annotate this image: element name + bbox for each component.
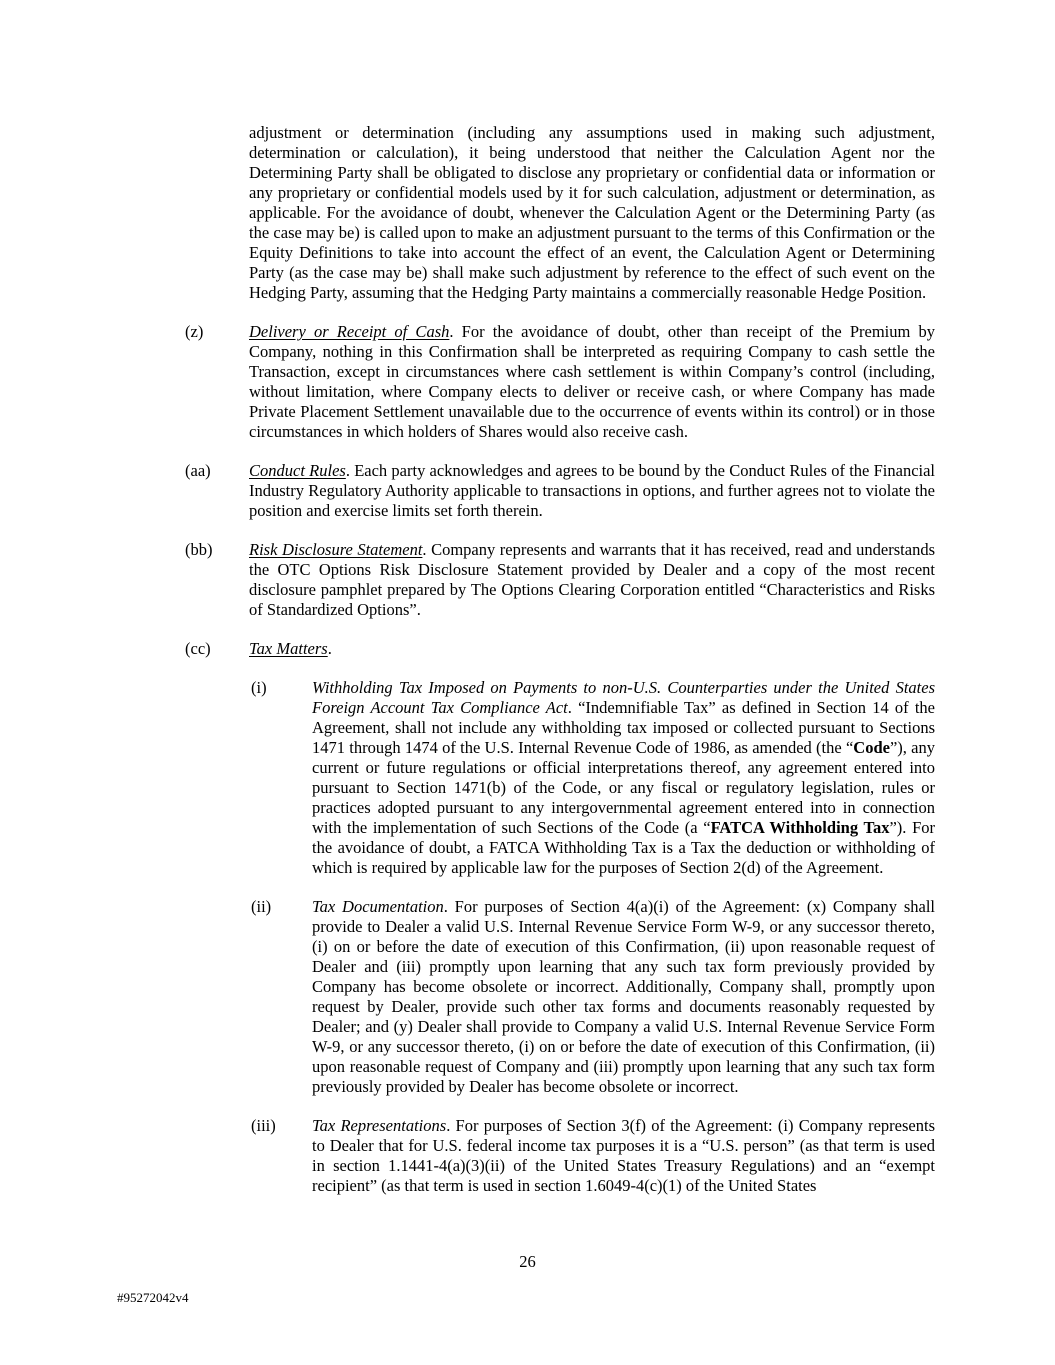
paragraph-label: (z)	[185, 322, 204, 341]
text-run: . Company represents and warrants that it has received, read and understands the OTC Options Risk Disclosure Statement provided by Dealer and a copy of the most recent disclosure pamphlet prepared by The Options Clearing Corporation entitled “Characteristics and Risks of Standardized Options”.	[249, 540, 935, 619]
paragraph-i	[251, 678, 935, 878]
paragraph-body	[249, 123, 935, 303]
text-run: . For purposes of Section 3(f) of the Agreement: (i) Company represents to Dealer that for U.S. federal income tax purposes it is a “U.S. person” (as that term is used in section 1.1441-4(a)(3)(ii) of the United States Treasury Regulations) and an “exempt recipient” (as that term is used in section 1.6049-4(c)(1) of the United States	[312, 1116, 935, 1195]
paragraph-label: (ii)	[251, 897, 272, 916]
document-id-footer: #95272042v4	[117, 1290, 189, 1305]
paragraph-body	[249, 461, 935, 521]
paragraph-iii	[251, 1116, 935, 1196]
text-run: ”). For the avoidance of doubt, a FATCA Withholding Tax is a Tax the deduction or withholding of which is required by applicable law for the purposes of Section 2(d) of the Agreement.	[312, 818, 935, 877]
paragraph-label: (iii)	[251, 1116, 276, 1135]
paragraph-label: (cc)	[185, 639, 211, 658]
paragraph-body	[312, 1116, 935, 1196]
text-run: Conduct Rules	[249, 461, 346, 480]
text-run: . “Indemnifiable Tax” as defined in Section 14 of the Agreement, shall not include any withholding tax imposed or collected pursuant to Sections 1471 through 1474 of the U.S. Internal Revenue Code of 1986, as amended (the “	[312, 698, 935, 757]
text-run: .	[327, 639, 332, 658]
paragraph-body	[249, 322, 935, 442]
text-run: . Each party acknowledges and agrees to be bound by the Conduct Rules of the Financial Industry Regulatory Authority applicable to transactions in options, and further agrees not to violate the position and exercise limits set forth therein.	[249, 461, 936, 520]
paragraph-z	[185, 322, 935, 442]
text-run: Withholding Tax Imposed on Payments to non-U.S. Counterparties under the United States Foreign Account Tax Compliance Act	[312, 678, 935, 717]
paragraph-body	[249, 540, 935, 620]
text-run: . For purposes of Section 4(a)(i) of the Agreement: (x) Company shall provide to Dealer a valid U.S. Internal Revenue Service Form W-9, or any successor thereto, (i) on or before the date of execution of this Confirmation, (ii) upon reasonable request of Dealer and (iii) promptly upon learning that any such tax form previously provided by Company has become obsolete or incorrect. Additionally, Company shall, promptly upon request by Dealer, provide such other tax forms and documents reasonably requested by Dealer; and (y) Dealer shall provide to Company a valid U.S. Internal Revenue Service Form W-9, or any successor thereto, (i) on or before the date of execution of this Confirmation, (ii) upon reasonable request of Company and (iii) promptly upon learning that any such tax form previously provided by Dealer has become obsolete or incorrect.	[312, 897, 935, 1096]
text-run: Tax Matters	[249, 639, 328, 658]
text-run: FATCA Withholding Tax	[710, 818, 890, 837]
paragraph-label: (aa)	[185, 461, 211, 480]
paragraph-continuation	[185, 123, 935, 303]
page-number: 26	[519, 1252, 536, 1271]
text-run: Delivery or Receipt of Cash	[249, 322, 450, 341]
paragraph-bb	[185, 540, 935, 620]
paragraph-label	[185, 123, 249, 303]
text-run: . For the avoidance of doubt, other than receipt of the Premium by Company, nothing in this Confirmation shall be interpreted as requiring Company to cash settle the Transaction, except in circumstances where cash settlement is within Company’s control (including, without limitation, where Company elects to deliver or receive cash, or where Company has made Private Placement Settlement unavailable due to the occurrence of events within its control) or in those circumstances in which holders of Shares would also receive cash.	[249, 322, 935, 441]
paragraph-ii	[251, 897, 935, 1097]
text-run: ”), any current or future regulations or official interpretations thereof, any agreement entered into pursuant to Section 1471(b) of the Code, or any fiscal or regulatory legislation, rules or practices adopted pursuant to any intergovernmental agreement entered into in connection with the implementation of such Sections of the Code (a “	[312, 738, 936, 837]
text-run: Tax Representations	[312, 1116, 447, 1135]
paragraph-label: (bb)	[185, 540, 213, 559]
paragraph-cc	[185, 639, 935, 659]
text-run: adjustment or determination (including any assumptions used in making such adjustment, determination or calculation), it being understood that neither the Calculation Agent nor the Determining Party shall be obligated to disclose any proprietary or confidential data or information or any proprietary or confidential models used by it for such calculation, adjustment or determination, as applicable. For the avoidance of doubt, whenever the Calculation Agent or the Determining Party (as the case may be) is called upon to make an adjustment pursuant to the terms of this Confirmation or the Equity Definitions to take into account the effect of an event, the Calculation Agent or Determining Party (as the case may be) shall make such adjustment by reference to the effect of such event on the Hedging Party, assuming that the Hedging Party maintains a commercially reasonable Hedge Position.	[249, 123, 935, 302]
paragraph-body	[312, 897, 935, 1097]
paragraph-body	[312, 678, 935, 878]
text-run: Tax Documentation	[312, 897, 444, 916]
paragraph-body	[249, 639, 935, 659]
document-body	[185, 123, 935, 1215]
paragraph-label: (i)	[251, 678, 267, 697]
paragraph-aa	[185, 461, 935, 521]
text-run: Code	[853, 738, 890, 757]
text-run: Risk Disclosure Statement	[249, 540, 423, 559]
